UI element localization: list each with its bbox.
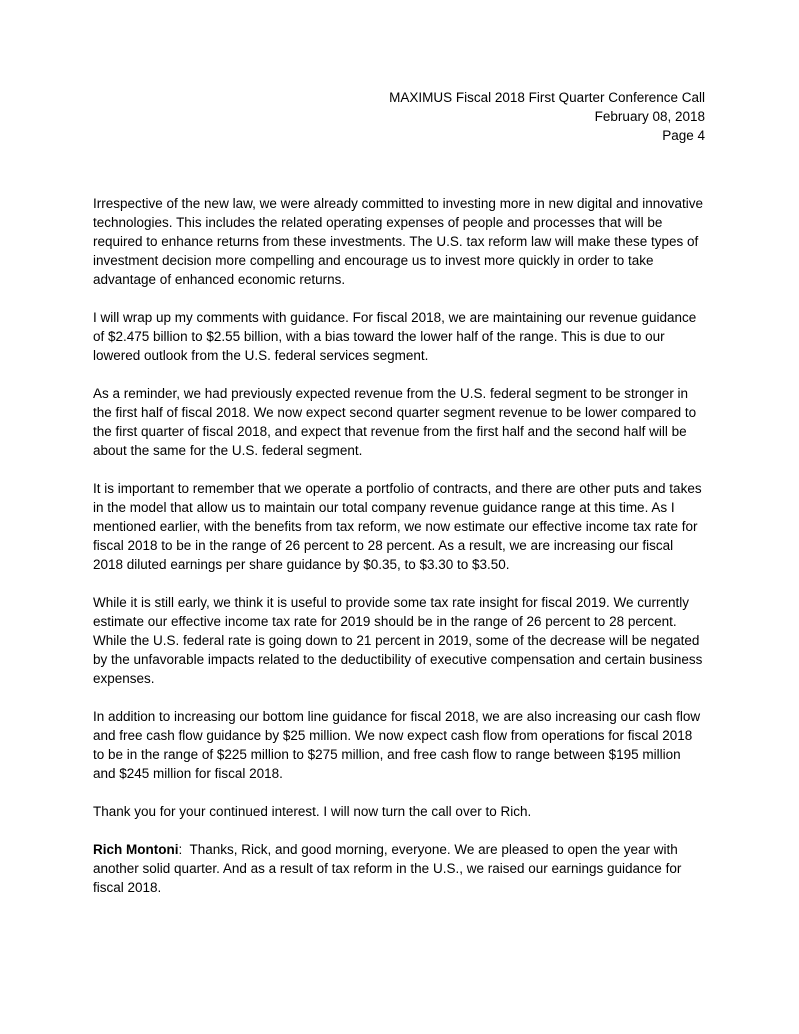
paragraph: I will wrap up my comments with guidance. For fiscal 2018, we are maintaining our revenue guidance of $2.475 billion to $2.55 billion, with a bias toward the lower half of the range. This is due to our lowered outlook from the U.S. federal services segment.: [93, 310, 701, 363]
speaker-name: Rich Montoni: [93, 842, 179, 857]
paragraph-with-speaker: [93, 840, 705, 897]
header-title: MAXIMUS Fiscal 2018 First Quarter Conference Call: [389, 90, 705, 105]
page-header: [93, 88, 705, 145]
paragraph: In addition to increasing our bottom line guidance for fiscal 2018, we are also increasing our cash flow and free cash flow guidance by $25 million. We now expect cash flow from operations for fiscal 2018 to be in the range of $225 million to $275 million, and free cash flow to range between $195 million and $245 million for fiscal 2018.: [93, 709, 704, 781]
paragraph: It is important to remember that we operate a portfolio of contracts, and there are other puts and takes in the model that allow us to maintain our total company revenue guidance range at this time. As I mentioned earlier, with the benefits from tax reform, we now estimate our effective income tax rate for fiscal 2018 to be in the range of 26 percent to 28 percent. As a result, we are increasing our fiscal 2018 diluted earnings per share guidance by $0.35, to $3.30 to $3.50.: [93, 481, 706, 572]
paragraph: As a reminder, we had previously expected revenue from the U.S. federal segment to be stronger in the first half of fiscal 2018. We now expect second quarter segment revenue to be lower compared to the first quarter of fiscal 2018, and expect that revenue from the first half and the second half will be about the same for the U.S. federal segment.: [93, 386, 700, 458]
paragraph: Irrespective of the new law, we were already committed to investing more in new digital and innovative technologies. This includes the related operating expenses of people and processes that will be required to enhance returns from these investments. The U.S. tax reform law will make these types of investment decision more compelling and encourage us to invest more quickly in order to take advantage of enhanced economic returns.: [93, 196, 707, 287]
document-body: [93, 194, 705, 897]
header-page-number: Page 4: [662, 128, 705, 143]
paragraph: While it is still early, we think it is useful to provide some tax rate insight for fiscal 2019. We currently estimate our effective income tax rate for 2019 should be in the range of 26 percent to 28 percent. While the U.S. federal rate is going down to 21 percent in 2019, some of the decrease will be negated by the unfavorable impacts related to the deductibility of executive compensation and certain business expenses.: [93, 595, 707, 686]
header-date: February 08, 2018: [594, 109, 705, 124]
paragraph-text: : Thanks, Rick, and good morning, everyone. We are pleased to open the year with another solid quarter. And as a result of tax reform in the U.S., we raised our earnings guidance for fiscal 2018.: [93, 842, 686, 895]
paragraph: Thank you for your continued interest. I will now turn the call over to Rich.: [93, 804, 532, 819]
